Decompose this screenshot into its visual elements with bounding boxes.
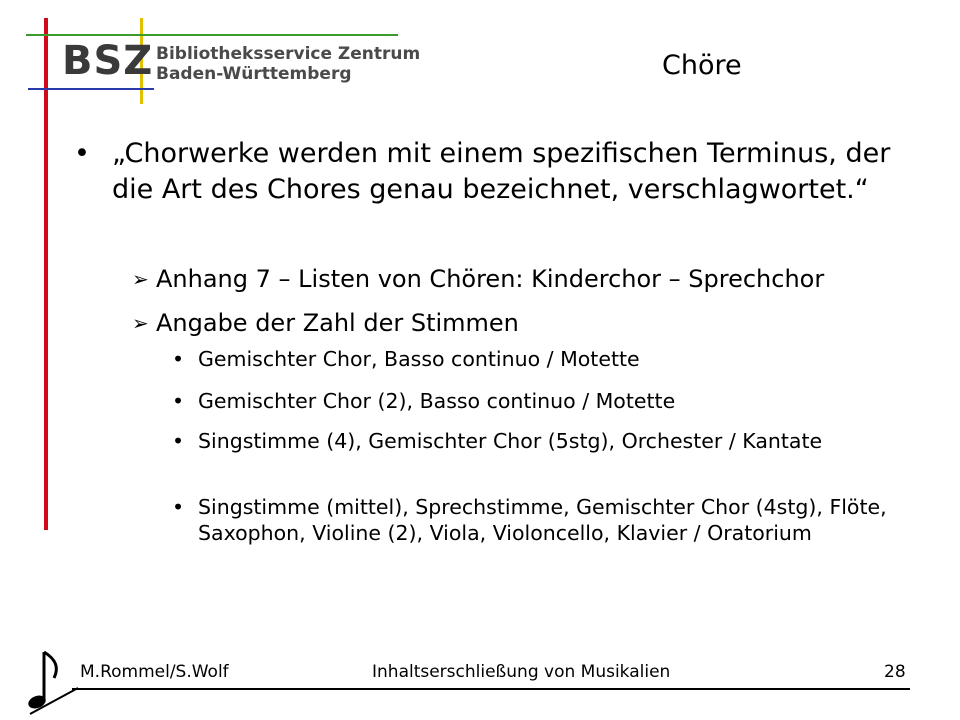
sub-bullet-2-text: Angabe der Zahl der Stimmen [156,309,519,337]
logo-blue-line [28,88,154,90]
footer-authors: M.Rommel/S.Wolf [80,662,229,682]
main-bullet [74,136,922,208]
page-number: 28 [884,662,906,682]
bullet-dot-icon: • [172,389,185,413]
logo-line2: Baden-Württemberg [156,64,352,84]
sub-bullet-2 [132,308,936,338]
arrow-bullet-icon: ➢ [132,267,149,291]
list-item-text: Gemischter Chor (2), Basso continuo / Motette [198,389,676,413]
sub-bullet-1 [132,264,936,294]
list-item [172,388,898,414]
bullet-dot-icon: • [74,138,90,169]
list-item [172,494,888,546]
logo-green-line [26,34,398,36]
footer-divider [72,688,910,690]
list-item-text: Gemischter Chor, Basso continuo / Motette [198,347,640,371]
arrow-bullet-icon: ➢ [132,311,149,335]
list-item [172,428,888,454]
main-bullet-text: „Chorwerke werden mit einem spezifischen Terminus, der die Art des Chores genau bezeichnet, verschlagwortet.“ [112,138,891,205]
bullet-dot-icon: • [172,429,185,453]
bullet-dot-icon: • [172,495,185,519]
logo-abbr: BSZ [62,38,154,84]
bullet-dot-icon: • [172,347,185,371]
list-item-text: Singstimme (mittel), Sprechstimme, Gemischter Chor (4stg), Flöte, Saxophon, Violine (2), Viola, Violoncello, Klavier / Oratorium [198,495,887,545]
sub-bullet-1-text: Anhang 7 – Listen von Chören: Kinderchor – Sprechchor [156,265,825,293]
footer-topic: Inhaltserschließung von Musikalien [372,662,671,682]
logo-red-line [44,18,48,530]
page-title: Chöre [662,50,742,81]
music-note-icon [24,648,80,716]
logo-line1: Bibliotheksservice Zentrum [156,44,421,64]
list-item-text: Singstimme (4), Gemischter Chor (5stg), Orchester / Kantate [198,429,823,453]
list-item [172,346,898,372]
